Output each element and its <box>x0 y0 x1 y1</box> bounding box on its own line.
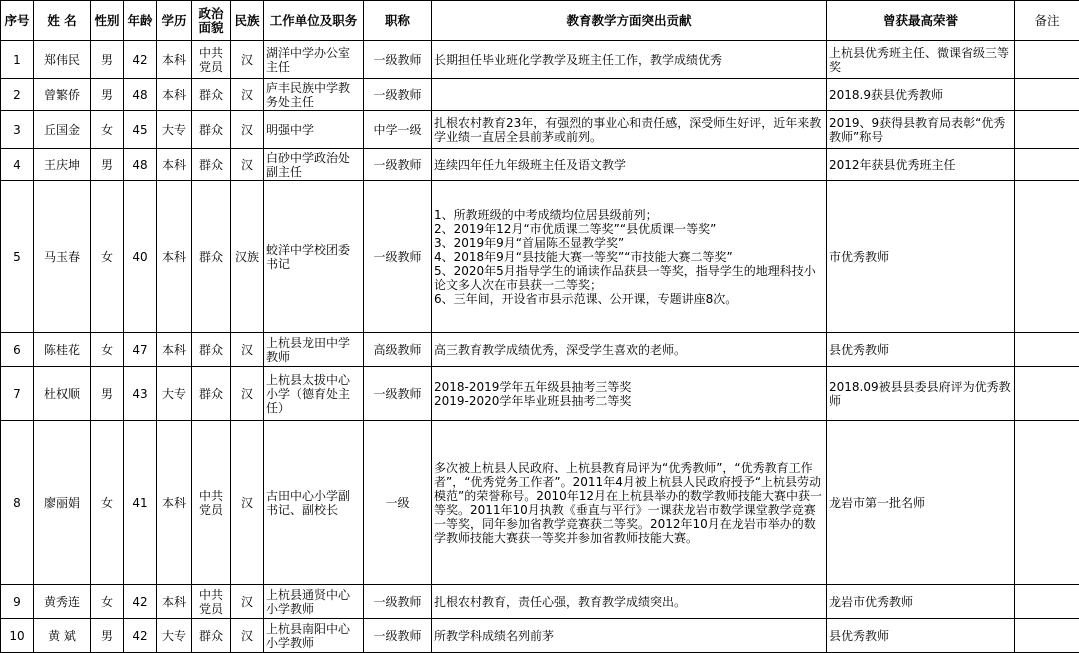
table-row <box>1 149 1079 181</box>
cell-age: 47 <box>124 333 157 367</box>
cell-sex: 女 <box>91 181 124 333</box>
cell-honor: 龙岩市优秀教师 <box>827 585 1015 619</box>
cell-politics: 群众 <box>192 149 231 181</box>
cell-name: 郑伟民 <box>34 41 91 79</box>
cell-no: 1 <box>1 41 34 79</box>
cell-ethnic: 汉 <box>231 421 264 585</box>
cell-honor: 市优秀教师 <box>827 181 1015 333</box>
cell-politics: 群众 <box>192 619 231 653</box>
cell-sex: 女 <box>91 333 124 367</box>
cell-politics: 群众 <box>192 111 231 149</box>
cell-no: 9 <box>1 585 34 619</box>
table-row <box>1 421 1079 585</box>
header-cell: 性别 <box>91 1 124 41</box>
cell-title: 一级教师 <box>364 585 432 619</box>
cell-honor: 2018.09被县县委县府评为优秀教师 <box>827 367 1015 421</box>
cell-remark <box>1015 149 1079 181</box>
cell-ethnic: 汉 <box>231 111 264 149</box>
cell-remark <box>1015 79 1079 111</box>
cell-ethnic: 汉族 <box>231 181 264 333</box>
header-cell: 序号 <box>1 1 34 41</box>
cell-unit: 湖洋中学办公室主任 <box>264 41 364 79</box>
cell-unit: 上杭县南阳中心小学教师 <box>264 619 364 653</box>
cell-remark <box>1015 111 1079 149</box>
header-cell: 姓 名 <box>34 1 91 41</box>
cell-title: 一级教师 <box>364 181 432 333</box>
cell-remark <box>1015 421 1079 585</box>
cell-politics: 群众 <box>192 367 231 421</box>
cell-politics: 中共党员 <box>192 421 231 585</box>
cell-no: 6 <box>1 333 34 367</box>
cell-title: 一级教师 <box>364 367 432 421</box>
cell-age: 41 <box>124 421 157 585</box>
cell-no: 4 <box>1 149 34 181</box>
cell-remark <box>1015 619 1079 653</box>
header-cell: 政治面貌 <box>192 1 231 41</box>
cell-ethnic: 汉 <box>231 333 264 367</box>
cell-contribution: 多次被上杭县人民政府、上杭县教育局评为“优秀教师”，“优秀教育工作者”，“优秀党务工作者”。2011年4月被上杭县人民政府授予“上杭县劳动模范”的荣誉称号。2010年12月在上杭县举办的数学教师技能大赛中获一等奖。2011年10月执教《垂直与平行》一课获龙岩市数学课堂教学竞赛一等奖，同年参加省教学竞赛获二等奖。2012年10月在龙岩市举办的数学教师技能大赛获一等奖并参加省教师技能大赛。 <box>432 421 827 585</box>
cell-edu: 本科 <box>157 41 192 79</box>
cell-title: 一级教师 <box>364 79 432 111</box>
cell-sex: 男 <box>91 619 124 653</box>
cell-sex: 男 <box>91 367 124 421</box>
cell-edu: 本科 <box>157 333 192 367</box>
cell-name: 杜权顺 <box>34 367 91 421</box>
cell-sex: 女 <box>91 111 124 149</box>
cell-unit: 上杭县通贤中心小学教师 <box>264 585 364 619</box>
cell-ethnic: 汉 <box>231 149 264 181</box>
cell-title: 高级教师 <box>364 333 432 367</box>
header-cell: 职称 <box>364 1 432 41</box>
cell-ethnic: 汉 <box>231 79 264 111</box>
cell-honor: 2019、9获得县教育局表彰“优秀教师”称号 <box>827 111 1015 149</box>
cell-remark <box>1015 367 1079 421</box>
cell-no: 10 <box>1 619 34 653</box>
cell-age: 42 <box>124 585 157 619</box>
cell-contribution: 2018-2019学年五年级县抽考三等奖 2019-2020学年毕业班县抽考二等奖 <box>432 367 827 421</box>
header-cell: 备注 <box>1015 1 1079 41</box>
cell-no: 8 <box>1 421 34 585</box>
cell-politics: 中共党员 <box>192 585 231 619</box>
cell-no: 5 <box>1 181 34 333</box>
cell-unit: 白砂中学政治处副主任 <box>264 149 364 181</box>
cell-unit: 蛟洋中学校团委书记 <box>264 181 364 333</box>
table-row <box>1 367 1079 421</box>
cell-remark <box>1015 181 1079 333</box>
cell-edu: 本科 <box>157 585 192 619</box>
cell-name: 丘国金 <box>34 111 91 149</box>
cell-sex: 男 <box>91 41 124 79</box>
cell-title: 中学一级 <box>364 111 432 149</box>
cell-ethnic: 汉 <box>231 41 264 79</box>
cell-contribution <box>432 79 827 111</box>
header-cell: 学历 <box>157 1 192 41</box>
table-row <box>1 181 1079 333</box>
cell-honor: 县优秀教师 <box>827 333 1015 367</box>
cell-politics: 群众 <box>192 333 231 367</box>
cell-contribution: 扎根农村教育23年，有强烈的事业心和责任感，深受师生好评，近年来教学业绩一直居全县前茅或前列。 <box>432 111 827 149</box>
cell-sex: 男 <box>91 79 124 111</box>
cell-name: 黄秀连 <box>34 585 91 619</box>
cell-name: 陈桂花 <box>34 333 91 367</box>
cell-age: 45 <box>124 111 157 149</box>
header-cell: 曾获最高荣誉 <box>827 1 1015 41</box>
table-row <box>1 619 1079 653</box>
header-cell: 民族 <box>231 1 264 41</box>
cell-contribution: 扎根农村教育，责任心强，教育教学成绩突出。 <box>432 585 827 619</box>
cell-no: 7 <box>1 367 34 421</box>
header-cell: 年龄 <box>124 1 157 41</box>
table-row <box>1 111 1079 149</box>
cell-sex: 女 <box>91 585 124 619</box>
cell-name: 曾繁侨 <box>34 79 91 111</box>
table-row <box>1 79 1079 111</box>
cell-unit: 上杭县太拔中心小学（德育处主任） <box>264 367 364 421</box>
cell-remark <box>1015 41 1079 79</box>
cell-name: 马玉春 <box>34 181 91 333</box>
header-cell: 教育教学方面突出贡献 <box>432 1 827 41</box>
cell-remark <box>1015 333 1079 367</box>
table-row <box>1 41 1079 79</box>
cell-sex: 男 <box>91 149 124 181</box>
cell-no: 3 <box>1 111 34 149</box>
cell-name: 廖丽娟 <box>34 421 91 585</box>
cell-unit: 古田中心小学副书记、副校长 <box>264 421 364 585</box>
cell-age: 40 <box>124 181 157 333</box>
cell-honor: 2012年获县优秀班主任 <box>827 149 1015 181</box>
cell-politics: 群众 <box>192 79 231 111</box>
cell-edu: 大专 <box>157 619 192 653</box>
cell-edu: 本科 <box>157 79 192 111</box>
cell-ethnic: 汉 <box>231 619 264 653</box>
cell-contribution: 长期担任毕业班化学教学及班主任工作，教学成绩优秀 <box>432 41 827 79</box>
cell-title: 一级教师 <box>364 149 432 181</box>
cell-name: 王庆坤 <box>34 149 91 181</box>
cell-edu: 大专 <box>157 111 192 149</box>
cell-age: 42 <box>124 619 157 653</box>
cell-contribution: 1、所教班级的中考成绩均位居县级前列； 2、2019年12月“市优质课二等奖”“县优质课一等奖” 3、2019年9月“首届陈丕显教学奖” 4、2018年9月“县技能大赛一等奖”“市技能大赛二等奖” 5、2020年5月指导学生的诵读作品获县一等奖，指导学生的地理科技小论文多人次在市县获一二等奖； 6、三年间，开设省市县示范课、公开课，专题讲座8次。 <box>432 181 827 333</box>
cell-name: 黄 斌 <box>34 619 91 653</box>
header-cell: 工作单位及职务 <box>264 1 364 41</box>
cell-age: 43 <box>124 367 157 421</box>
cell-edu: 本科 <box>157 421 192 585</box>
cell-sex: 女 <box>91 421 124 585</box>
cell-age: 42 <box>124 41 157 79</box>
cell-age: 48 <box>124 79 157 111</box>
cell-title: 一级 <box>364 421 432 585</box>
cell-contribution: 高三教育教学成绩优秀，深受学生喜欢的老师。 <box>432 333 827 367</box>
cell-ethnic: 汉 <box>231 367 264 421</box>
cell-title: 一级教师 <box>364 619 432 653</box>
cell-honor: 上杭县优秀班主任、微课省级三等奖 <box>827 41 1015 79</box>
cell-honor: 2018.9获县优秀教师 <box>827 79 1015 111</box>
cell-unit: 庐丰民族中学教务处主任 <box>264 79 364 111</box>
cell-contribution: 所教学科成绩名列前茅 <box>432 619 827 653</box>
cell-age: 48 <box>124 149 157 181</box>
table-row <box>1 585 1079 619</box>
cell-unit: 上杭县龙田中学教师 <box>264 333 364 367</box>
cell-politics: 中共党员 <box>192 41 231 79</box>
cell-title: 一级教师 <box>364 41 432 79</box>
header-row <box>1 1 1079 41</box>
cell-no: 2 <box>1 79 34 111</box>
cell-edu: 本科 <box>157 149 192 181</box>
cell-edu: 本科 <box>157 181 192 333</box>
cell-edu: 大专 <box>157 367 192 421</box>
cell-politics: 群众 <box>192 181 231 333</box>
cell-contribution: 连续四年任九年级班主任及语文教学 <box>432 149 827 181</box>
cell-ethnic: 汉 <box>231 585 264 619</box>
cell-remark <box>1015 585 1079 619</box>
cell-honor: 龙岩市第一批名师 <box>827 421 1015 585</box>
cell-honor: 县优秀教师 <box>827 619 1015 653</box>
table-row <box>1 333 1079 367</box>
cell-unit: 明强中学 <box>264 111 364 149</box>
